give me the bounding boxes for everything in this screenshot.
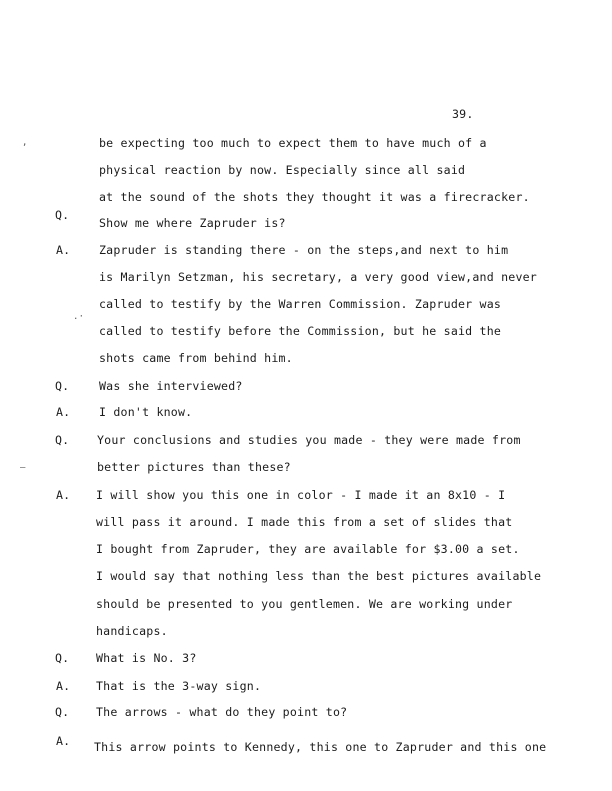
transcript-line: I would say that nothing less than the best pictures available [96, 569, 542, 583]
speaker-label: Q. [55, 208, 70, 222]
transcript-line: I don't know. [99, 405, 193, 419]
speaker-label: A. [56, 243, 71, 257]
speaker-label: Q. [55, 379, 70, 393]
transcript-line: Zapruder is standing there - on the steps,and next to him [99, 243, 509, 257]
transcript-line: will pass it around. I made this from a set of slides that [96, 515, 513, 529]
speaker-label: Q. [55, 705, 70, 719]
transcript-line: I will show you this one in color - I made it an 8x10 - I [96, 488, 506, 502]
speaker-label: A. [56, 488, 71, 502]
transcript-line: physical reaction by now. Especially since all said [99, 163, 466, 177]
transcript-line: Show me where Zapruder is? [99, 216, 286, 230]
transcript-line: This arrow points to Kennedy, this one to Zapruder and this one [94, 740, 547, 754]
transcript-line: called to testify before the Commission, but he said the [99, 324, 502, 338]
transcript-line: at the sound of the shots they thought it was a firecracker. [99, 190, 530, 204]
margin-mark: — [20, 463, 26, 473]
transcript-line: handicaps. [96, 624, 168, 638]
speaker-label: A. [56, 734, 71, 748]
transcript-line: shots came from behind him. [99, 351, 293, 365]
transcript-line: better pictures than these? [97, 460, 291, 474]
speaker-label: A. [56, 679, 71, 693]
transcript-line: I bought from Zapruder, they are available for $3.00 a set. [96, 542, 520, 556]
transcript-line: That is the 3-way sign. [96, 679, 262, 693]
transcript-line: be expecting too much to expect them to have much of a [99, 136, 487, 150]
margin-mark: .· [73, 312, 85, 322]
transcript-line: called to testify by the Warren Commission. Zapruder was [99, 297, 502, 311]
transcript-line: The arrows - what do they point to? [96, 705, 348, 719]
transcript-line: Your conclusions and studies you made - they were made from [97, 433, 521, 447]
transcript-line: is Marilyn Setzman, his secretary, a very good view,and never [99, 270, 537, 284]
page-number: 39. [452, 107, 474, 121]
speaker-label: A. [56, 405, 71, 419]
transcript-line: Was she interviewed? [99, 379, 243, 393]
transcript-line: should be presented to you gentlemen. We are working under [96, 597, 513, 611]
speaker-label: Q. [55, 433, 70, 447]
speaker-label: Q. [55, 651, 70, 665]
transcript-line: What is No. 3? [96, 651, 197, 665]
margin-mark: , [22, 138, 28, 148]
